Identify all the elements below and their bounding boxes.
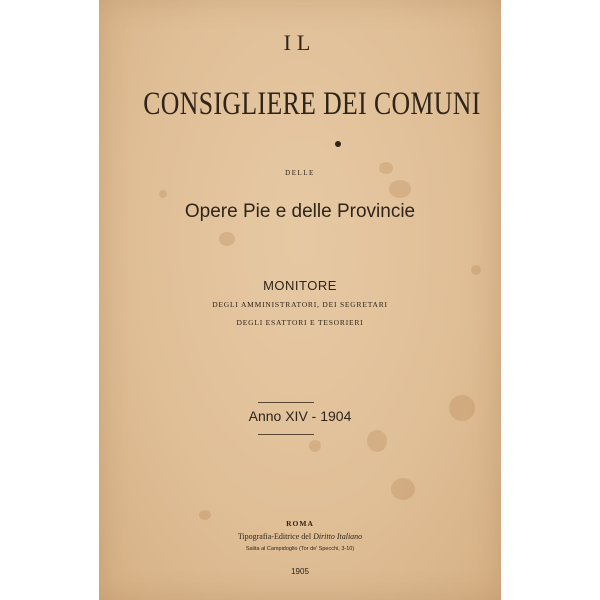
foxing-stain <box>389 180 411 198</box>
publisher-prefix: Tipografia-Editrice del <box>237 532 312 541</box>
foxing-stain <box>391 478 415 500</box>
foxing-stain <box>159 190 167 198</box>
imprint-publisher <box>99 532 501 541</box>
monitore-heading: MONITORE <box>263 278 337 293</box>
foxing-stain <box>471 265 481 275</box>
subtitle: Opere Pie e delle Provincie <box>184 201 416 222</box>
main-title: CONSIGLIERE DEI COMUNI <box>143 86 481 122</box>
title-connector: DELLE <box>285 169 315 177</box>
monitore-line-2: DEGLI ESATTORI E TESORIERI <box>236 318 364 327</box>
title-article: IL <box>283 30 317 55</box>
publisher-name: Diritto Italiano <box>313 532 363 541</box>
foxing-stain <box>367 430 387 452</box>
divider-rule <box>258 402 314 403</box>
monitore-line-1: DEGLI AMMINISTRATORI, DEI SEGRETARI <box>212 300 388 309</box>
foxing-stain <box>309 440 321 452</box>
foxing-stain <box>219 232 235 246</box>
volume-year: Anno XIV - 1904 <box>248 408 352 424</box>
imprint-year: 1905 <box>291 567 309 576</box>
book-cover-page <box>99 0 501 600</box>
divider-rule <box>258 434 314 435</box>
imprint-address: Salita al Campidoglio (Tor de' Specchi, 3-10) <box>245 546 355 552</box>
imprint-city: ROMA <box>286 519 314 528</box>
ornament-dot <box>335 141 341 147</box>
